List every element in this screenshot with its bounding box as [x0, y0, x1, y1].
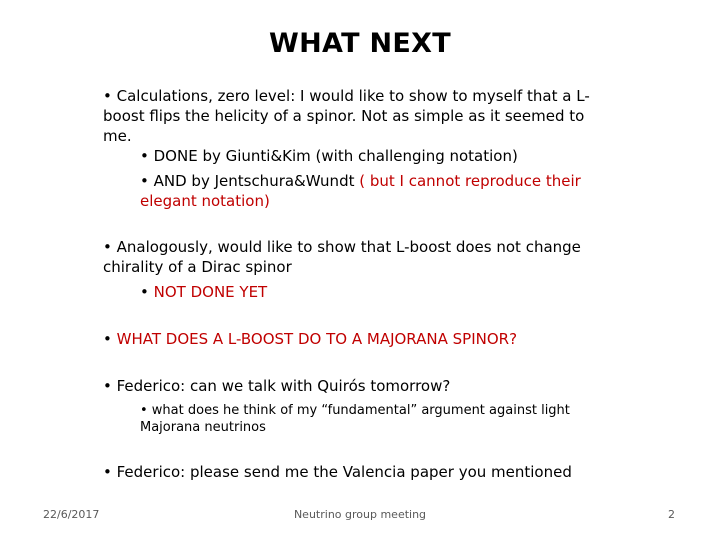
footer-date: 22/6/2017	[43, 508, 100, 521]
slide-title: WHAT NEXT	[269, 28, 451, 59]
bullet-valencia-paper: • Federico: please send me the Valencia paper you mentioned	[103, 463, 572, 481]
bullet-jentschura-wundt	[140, 171, 615, 211]
bullet-fundamental-argument: • what does he think of my “fundamental” argument against light Majorana neutrinos	[140, 403, 570, 435]
bullet-marker: •	[140, 283, 154, 301]
bullet-not-done-text: NOT DONE YET	[153, 283, 268, 301]
bullet-jentschura-wundt-note: ( but I cannot reproduce their elegant notation)	[140, 172, 581, 210]
footer-title: Neutrino group meeting	[293, 508, 427, 521]
bullet-federico-quiros: • Federico: can we talk with Quirós tomorrow?	[103, 377, 451, 395]
bullet-giunti-kim: • DONE by Giunti&Kim (with challenging notation)	[140, 147, 518, 165]
bullet-jentschura-wundt-text: • AND by Jentschura&Wundt	[140, 172, 360, 190]
bullet-analogously: • Analogously, would like to show that L-boost does not change chirality of a Dirac spinor	[103, 238, 581, 276]
bullet-calculations: • Calculations, zero level: I would like to show to myself that a L-boost flips the helicity of a spinor. Not as simple as it seemed to me.	[103, 87, 590, 145]
bullet-marker: •	[103, 330, 117, 348]
footer-page-number: 2	[668, 508, 675, 521]
bullet-majorana-question-text: WHAT DOES A L-BOOST DO TO A MAJORANA SPINOR?	[116, 330, 518, 348]
bullet-majorana-question	[103, 329, 663, 349]
bullet-not-done	[140, 282, 540, 302]
